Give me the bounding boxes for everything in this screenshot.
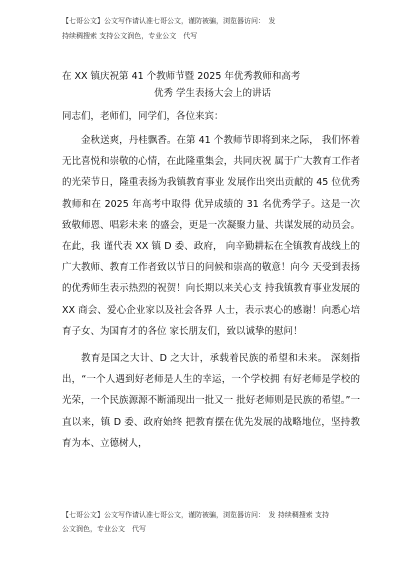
document-title-line-2: 优秀 学生表扬大会上的讲话 — [154, 88, 272, 99]
footer-notice-line-1: 【七哥公文】公文写作请认准七哥公文，谨防被骗，浏览器访问： 发 持续稠搜索 支持 — [62, 511, 329, 519]
header-notice-line-2: 持续稠搜索 支持公文润色，专业公文 代写 — [62, 32, 198, 40]
document-title — [62, 68, 382, 102]
body-paragraph-2: 教育是国之大计、D 之大计，承载着民族的希望和未来。 深刻指出，“一个人遇到好老师是人生的幸运，一个学校拥 有好老师是学校的光荣，一个民族源源不断涌现出一批又一 批好老师则是民族的希望。”一直以来，镇 D 委、政府始终 把教育摆在优先发展的战略地位，坚持教育为本、立德树人， — [62, 353, 360, 449]
footer-notice — [62, 508, 362, 536]
salutation: 同志们，老师们，同学们，各位来宾： — [62, 111, 224, 122]
header-notice-line-1: 【七哥公文】公文写作请认准七哥公文，谨防被骗，浏览器访问： 发 — [62, 17, 276, 25]
document-title-line-1: 在 XX 镇庆祝第 41 个教师节暨 2025 年优秀教师和高考 — [62, 71, 301, 82]
document-body — [62, 130, 360, 454]
footer-notice-line-2: 公文润色，专业公文 代写 — [62, 525, 146, 533]
body-paragraph-1: 金秋送爽，丹桂飘香。在第 41 个教师节即将到来之际， 我们怀着无比喜悦和崇敬的心情，在此隆重集会，共同庆祝 属于广大教育工作者的光荣节日，隆重表扬为我镇教育事业 发展作出突出贡献的 45 位优秀教师和在 2025 年高考中取得 优异成绩的 31 名优秀学子。这是一次致敬师恩、唱彩未来 的盛会，更是一次凝聚力量、共谋发展的动员会。在此，我 谨代表 XX 镇 D 委、政府， 向辛勤耕耘在全镇教育战线上的 广大教师、教育工作者致以节日的问候和崇高的敬意！向今 天受到表扬的优秀师生表示热烈的祝贺！向长期以来关心支 持我镇教育事业发展的 XX 商会、爱心企业家以及社会各界 人士，表示衷心的感谢！向悉心培育子女、为国育才的各位 家长朋友们，致以诚挚的慰问！ — [62, 135, 360, 337]
header-notice — [62, 14, 362, 44]
